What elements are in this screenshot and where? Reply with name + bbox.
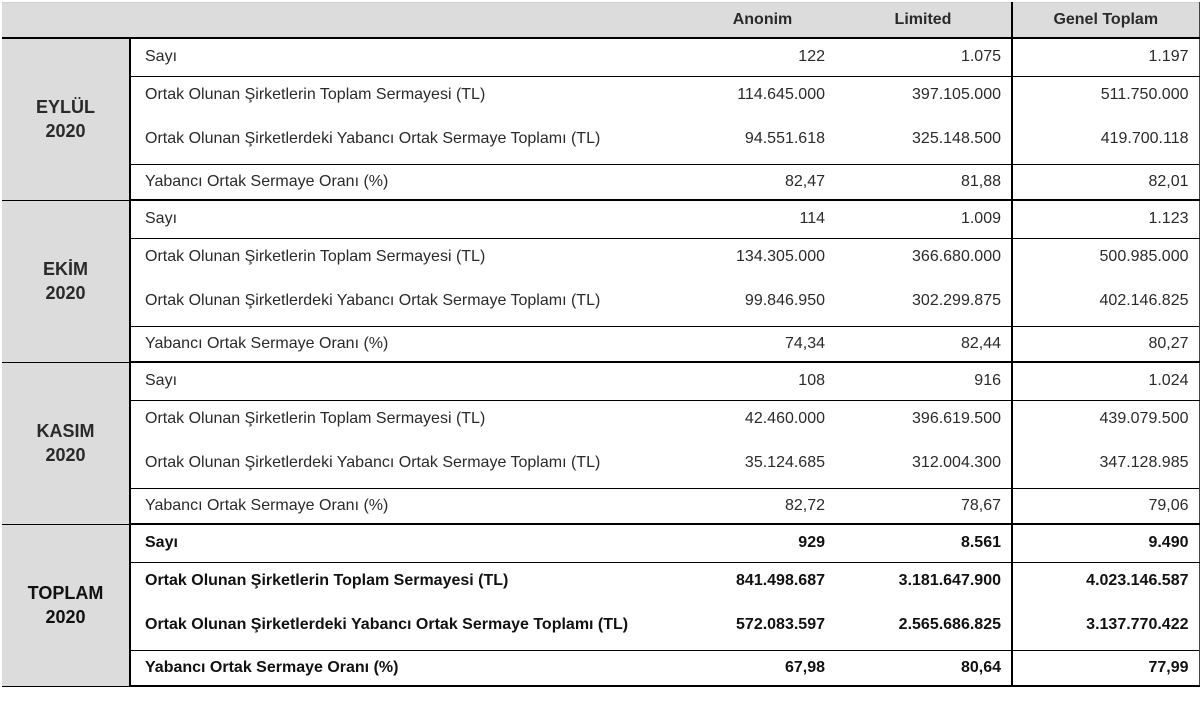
row-label-sermaye: Ortak Olunan Şirketlerin Toplam Sermayesi (TL) — [145, 86, 486, 104]
group-period: TOPLAM — [27, 583, 104, 603]
row-label-oran: Yabancı Ortak Sermaye Oranı (%) — [130, 650, 690, 686]
cell-anonim: 929 — [690, 524, 835, 562]
group-label — [2, 362, 130, 524]
table-row — [2, 488, 1199, 524]
row-label-yabanci-sermaye: Ortak Olunan Şirketlerdeki Yabancı Ortak Sermaye Toplamı (TL) — [145, 129, 601, 147]
row-label-oran: Yabancı Ortak Sermaye Oranı (%) — [130, 164, 690, 200]
table-row — [2, 276, 1199, 326]
table-row — [2, 38, 1199, 76]
cell-genel-toplam: 1.024 — [1012, 362, 1199, 400]
cell-anonim: 572.083.597 — [736, 615, 825, 633]
cell-genel-toplam: 9.490 — [1012, 524, 1199, 562]
cell-genel-toplam: 1.123 — [1012, 200, 1199, 238]
cell-anonim: 94.551.618 — [744, 129, 825, 147]
capital-statistics-table — [2, 2, 1200, 687]
group-year: 2020 — [45, 121, 86, 142]
cell-genel-toplam: 402.146.825 — [1012, 276, 1199, 326]
group-year: 2020 — [45, 283, 86, 303]
cell-anonim: 67,98 — [690, 650, 835, 686]
cell-limited: 8.561 — [835, 524, 1012, 562]
cell-limited: 302.299.875 — [912, 291, 1001, 309]
header-row — [2, 3, 1199, 39]
row-label-sermaye: Ortak Olunan Şirketlerin Toplam Sermayesi (TL) — [145, 410, 486, 428]
cell-anonim: 82,47 — [690, 164, 835, 200]
row-label-yabanci-sermaye: Ortak Olunan Şirketlerdeki Yabancı Ortak Sermaye Toplamı (TL) — [145, 453, 601, 471]
cell-genel-toplam: 500.985.000 — [1012, 238, 1199, 276]
cell-anonim: 74,34 — [690, 326, 835, 362]
row-label-oran: Yabancı Ortak Sermaye Oranı (%) — [130, 488, 690, 524]
row-label-yabanci-sermaye: Ortak Olunan Şirketlerdeki Yabancı Ortak Sermaye Toplamı (TL) — [145, 615, 629, 633]
row-label-sayi: Sayı — [130, 200, 690, 238]
group-year: 2020 — [45, 607, 86, 627]
group-period: EYLÜL — [35, 97, 95, 118]
table-row — [2, 238, 1199, 276]
cell-anonim: 841.498.687 — [736, 572, 825, 590]
header-blank — [130, 3, 690, 39]
cell-genel-toplam: 79,06 — [1012, 488, 1199, 524]
cell-anonim: 114 — [690, 200, 835, 238]
group-period: KASIM — [36, 421, 95, 441]
cell-limited: 2.565.686.825 — [898, 615, 1001, 633]
row-label-sermaye: Ortak Olunan Şirketlerin Toplam Sermayesi (TL) — [145, 572, 509, 590]
row-label-sermaye: Ortak Olunan Şirketlerin Toplam Sermayesi (TL) — [145, 248, 486, 266]
cell-genel-toplam: 419.700.118 — [1012, 114, 1199, 164]
cell-limited: 81,88 — [835, 164, 1012, 200]
cell-genel-toplam: 511.750.000 — [1012, 76, 1199, 114]
cell-limited: 325.148.500 — [912, 129, 1001, 147]
group-year: 2020 — [45, 445, 86, 465]
cell-genel-toplam: 82,01 — [1012, 164, 1199, 200]
cell-anonim: 134.305.000 — [736, 248, 825, 266]
header-limited: Limited — [835, 3, 1012, 39]
group-label — [2, 524, 130, 686]
cell-limited: 82,44 — [835, 326, 1012, 362]
row-label-yabanci-sermaye: Ortak Olunan Şirketlerdeki Yabancı Ortak Sermaye Toplamı (TL) — [145, 291, 601, 309]
table-row — [2, 164, 1199, 200]
cell-limited: 312.004.300 — [912, 453, 1001, 471]
cell-anonim: 108 — [690, 362, 835, 400]
cell-limited: 3.181.647.900 — [898, 572, 1001, 590]
cell-genel-toplam: 77,99 — [1012, 650, 1199, 686]
cell-anonim: 114.645.000 — [737, 86, 825, 104]
cell-anonim: 35.124.685 — [744, 453, 825, 471]
header-genel-toplam: Genel Toplam — [1012, 3, 1199, 39]
cell-genel-toplam: 1.197 — [1012, 38, 1199, 76]
group-period: EKİM — [43, 259, 88, 279]
table-row — [2, 562, 1199, 600]
table-row — [2, 600, 1199, 650]
table-row — [2, 114, 1199, 164]
cell-anonim: 99.846.950 — [744, 291, 825, 309]
cell-limited: 80,64 — [835, 650, 1012, 686]
cell-genel-toplam: 4.023.146.587 — [1012, 562, 1199, 600]
table-row — [2, 362, 1199, 400]
cell-genel-toplam: 80,27 — [1012, 326, 1199, 362]
cell-limited: 916 — [835, 362, 1012, 400]
cell-limited: 78,67 — [835, 488, 1012, 524]
cell-limited: 1.009 — [835, 200, 1012, 238]
cell-limited: 1.075 — [835, 38, 1012, 76]
table-row — [2, 524, 1199, 562]
header-corner — [2, 3, 130, 39]
table-row — [2, 400, 1199, 438]
table-row — [2, 438, 1199, 488]
row-label-oran: Yabancı Ortak Sermaye Oranı (%) — [130, 326, 690, 362]
cell-limited: 366.680.000 — [912, 248, 1001, 266]
group-label — [2, 200, 130, 362]
cell-genel-toplam: 347.128.985 — [1012, 438, 1199, 488]
row-label-sayi: Sayı — [130, 38, 690, 76]
cell-anonim: 42.460.000 — [744, 410, 825, 428]
cell-limited: 396.619.500 — [912, 410, 1001, 428]
table-row — [2, 76, 1199, 114]
table-row — [2, 650, 1199, 686]
group-label — [2, 38, 130, 200]
cell-anonim: 82,72 — [690, 488, 835, 524]
table-row — [2, 200, 1199, 238]
cell-genel-toplam: 439.079.500 — [1012, 400, 1199, 438]
table-row — [2, 326, 1199, 362]
cell-genel-toplam: 3.137.770.422 — [1012, 600, 1199, 650]
row-label-sayi: Sayı — [130, 362, 690, 400]
header-anonim: Anonim — [690, 3, 835, 39]
cell-limited: 397.105.000 — [912, 86, 1001, 104]
row-label-sayi: Sayı — [130, 524, 690, 562]
cell-anonim: 122 — [690, 38, 835, 76]
